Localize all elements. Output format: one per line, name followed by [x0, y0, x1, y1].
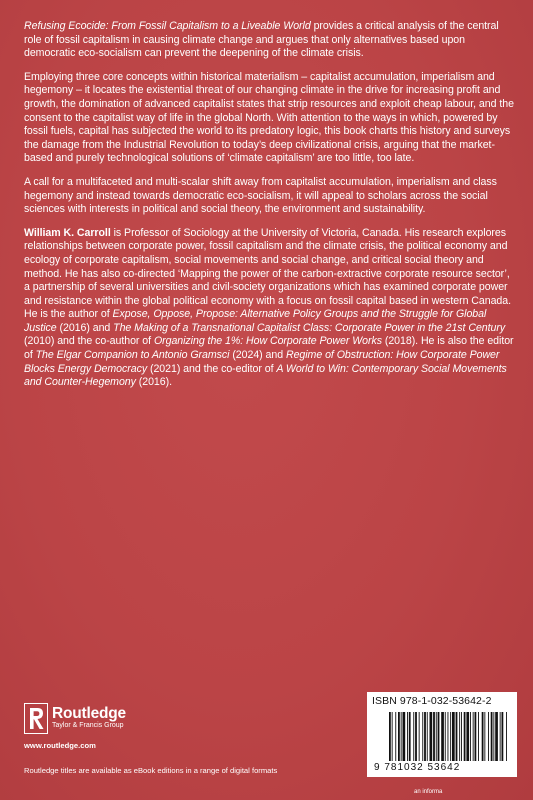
barcode-bar: [484, 712, 485, 761]
book-title: The Making of a Transnational Capitalist Class: Corporate Power in the 21st Century: [113, 321, 506, 334]
barcode-bar: [433, 712, 435, 761]
barcode-bar: [389, 712, 391, 761]
barcode-bar: [422, 712, 423, 761]
barcode: [389, 712, 509, 761]
barcode-bar: [438, 712, 440, 761]
book-title: Expose, Oppose, Propose: Alternative Policy Groups and the Struggle for Global Justice: [24, 308, 487, 334]
barcode-bar: [395, 712, 396, 761]
blurb-paragraph-3: A call for a multifaceted and multi-scalar shift away from capitalist accumulation, imperialism and class hegemony and instead towards democratic eco-socialism, it will appeal to scholars across the social sciences with interests in political and social theory, the environment and sustainability.: [24, 175, 497, 216]
barcode-bar: [445, 712, 446, 761]
barcode-bar: [475, 712, 477, 761]
cover-text-block: [24, 20, 514, 400]
publisher-group: Taylor & Francis Group: [52, 722, 124, 729]
book-title: Refusing Ecocide: From Fossil Capitalism to a Liveable World: [24, 20, 311, 32]
blurb-paragraph-2: Employing three core concepts within historical materialism – capitalist accumulation, imperialism and hegemony – it locates the existential threat of our changing climate in the drive for increasing profit and growth, the domination of advanced capitalist states that strip resources and exploit cheap labour, and the consent to the capitalist way of life in the global North. With attention to the ways in which, powered by fossil fuels, capital has subjected the world to its predatory logic, this book charts this history and surveys the damage from the Industrial Revolution to today’s deep civilizational crisis, arguing that the market-based and purely technological solutions of ‘climate capitalism’ are too little, too late.: [24, 70, 514, 165]
blurb-paragraph-1: [24, 20, 514, 61]
barcode-bar: [398, 712, 400, 761]
barcode-bar: [482, 712, 484, 761]
ebook-note: Routledge titles are available as eBook editions in a range of digital formats: [24, 766, 278, 775]
book-title: Organizing the 1%: How Corporate Power Works: [153, 335, 382, 348]
barcode-bar: [424, 712, 426, 761]
barcode-digits: 9 781032 53642: [374, 762, 461, 773]
book-title: The Elgar Companion to Antonio Gramsci: [35, 349, 230, 362]
author-bio: William K. Carroll is Professor of Sociology at the University of Victoria, Canada. His research explores relationships between corporate power, fossil capitalism and the climate crisis, the political economy and ecology of corporate capitalism, social movements and social change, and critical social theory and method. He has also co-directed ‘Mapping the power of the carbon-extractive corporate resource sector’, a partnership of several universities and civil-society organizations which has examined corporate power and resistance within the global political economy with a focus on fossil capital based in western Canada. He is the author of Expose, Oppose, Propose: Alternative Policy Groups and the Struggle for Global Justice (2016) and The Making of a Transnational Capitalist Class: Corporate Power in the 21st Century (2010) and the co-author of Organizing the 1%: How Corporate Power Works (2018). He is also the editor of The Elgar Companion to Antonio Gramsci (2024) and Regime of Obstruction: How Corporate Power Blocks Energy Democracy (2021) and the co-editor of A World to Win: Contemporary Social Movements and Counter-Hegemony (2016).: [24, 226, 514, 389]
book-title: Regime of Obstruction: How Corporate Power Blocks Energy Democracy: [24, 349, 500, 375]
barcode-bar: [401, 712, 402, 761]
barcode-bar: [464, 712, 466, 761]
barcode-bar: [502, 712, 504, 761]
barcode-bar: [473, 712, 474, 761]
barcode-bar: [427, 712, 428, 761]
barcode-bar: [495, 712, 498, 761]
barcode-bar: [415, 712, 417, 761]
barcode-bar: [413, 712, 414, 761]
barcode-bar: [436, 712, 437, 761]
routledge-r-logo-icon: [24, 703, 48, 734]
barcode-bar: [470, 712, 471, 761]
barcode-bar: [441, 712, 444, 761]
barcode-bar: [459, 712, 460, 761]
barcode-bar: [506, 712, 507, 761]
barcode-bar: [466, 712, 469, 761]
informa-text: an informa: [414, 789, 443, 795]
barcode-bar: [488, 712, 489, 761]
publisher-website[interactable]: www.routledge.com: [24, 741, 96, 750]
barcode-bar: [403, 712, 406, 761]
barcode-bar: [478, 712, 479, 761]
publisher-name: Routledge: [52, 705, 126, 722]
author-name: William K. Carroll: [24, 226, 111, 239]
barcode-bar: [407, 712, 408, 761]
barcode-bar: [409, 712, 411, 761]
barcode-bar: [491, 712, 493, 761]
barcode-bar: [493, 712, 494, 761]
barcode-bar: [452, 712, 455, 761]
isbn-label: ISBN 978-1-032-53642-2: [372, 695, 492, 707]
barcode-bar: [430, 712, 433, 761]
book-title: A World to Win: Contemporary Social Movements and Counter-Hegemony: [24, 362, 507, 389]
barcode-bar: [392, 712, 393, 761]
barcode-bar: [419, 712, 420, 761]
barcode-bar: [448, 712, 449, 761]
barcode-bar: [456, 712, 458, 761]
barcode-panel: [367, 692, 517, 777]
blurb-text: provides a critical analysis of the central role of fossil capitalism in causing climate change and argues that only alternatives based upon democratic eco-socialism can prevent the deepening of the climate crisis.: [24, 20, 499, 60]
barcode-bar: [500, 712, 501, 761]
barcode-bar: [461, 712, 462, 761]
barcode-bar: [450, 712, 451, 761]
